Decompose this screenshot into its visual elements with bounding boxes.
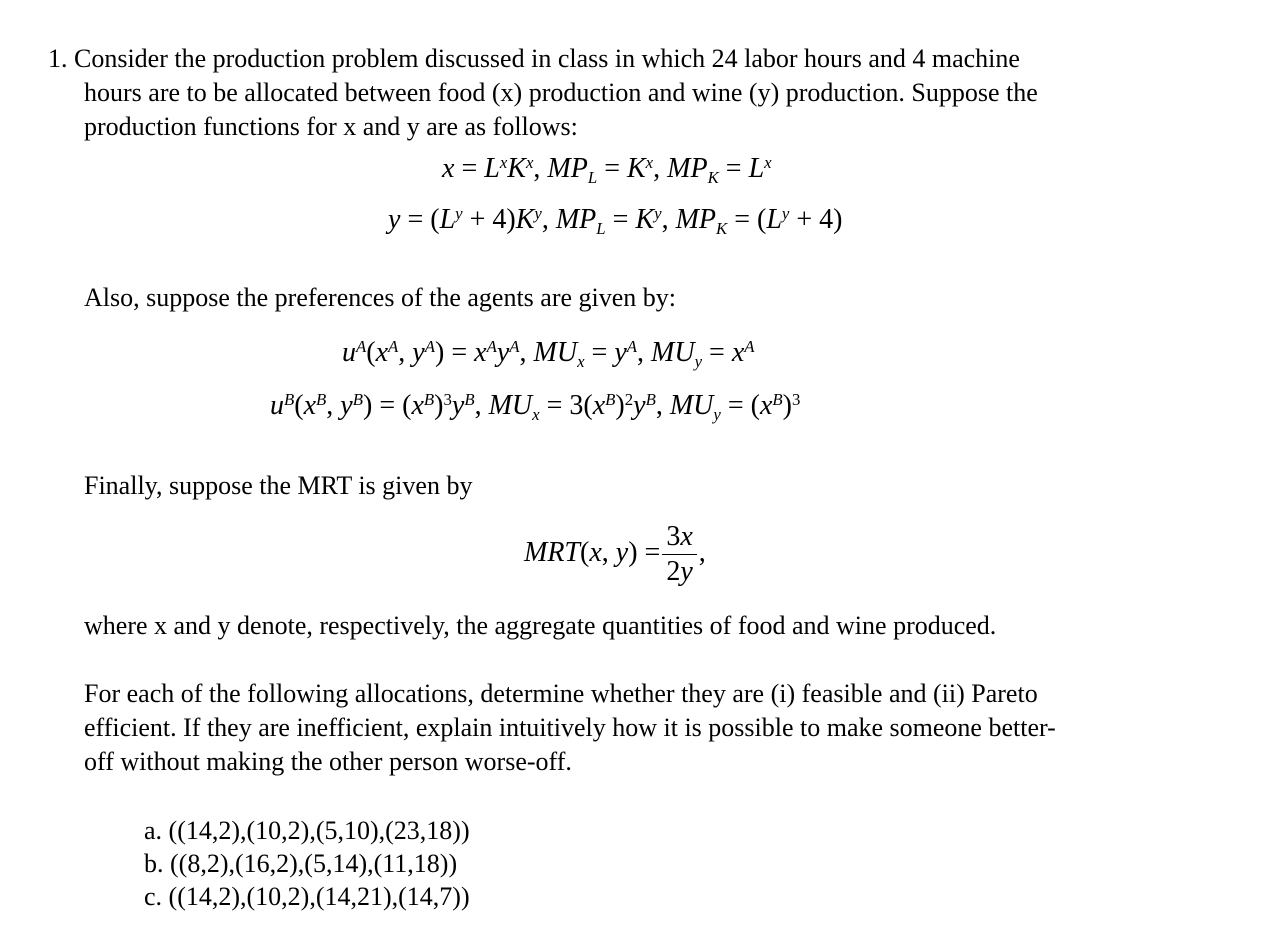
option-c: c. ((14,2),(10,2),(14,21),(14,7)) — [144, 882, 470, 911]
task-line-2: efficient. If they are inefficient, explain intuitively how it is possible to make someone better- — [84, 713, 1056, 742]
mrt-fraction: $\frac{3x}{2y}$ — [662, 522, 696, 587]
option-b: b. ((8,2),(16,2),(5,14),(11,18)) — [144, 849, 458, 878]
option-a: a. ((14,2),(10,2),(5,10),(23,18)) — [144, 816, 470, 845]
where-line: where x and y denote, respectively, the aggregate quantities of food and wine produced. — [84, 611, 997, 640]
preferences-intro: Also, suppose the preferences of the agents are given by: — [84, 283, 677, 312]
equation-utility-b: $u^B(x^B$, $y^B) = (x^B)^3y^B$, $MU_x = 3(x^B)^2y^B$, $MU_y = (x^B)^3$ — [270, 389, 801, 424]
equation-utility-a: $u^A(x^A$, $y^A) = x^Ay^A$, $MU_x = y^A$, $MU_y = x^A$ — [342, 336, 755, 371]
intro-line-1: 1. Consider the production problem discussed in class in which 24 labor hours and 4 machine — [48, 44, 1020, 73]
intro-line-2: hours are to be allocated between food (x) production and wine (y) production. Suppose the — [84, 78, 1038, 107]
mrt-intro: Finally, suppose the MRT is given by — [84, 471, 473, 500]
equation-production-x: $x = L^xK^x$, $MP_L = K^x$, $MP_K = L^x$ — [442, 152, 772, 187]
equation-mrt: MRT(x, y) = $\frac{3x}{2y}$ , — [524, 521, 706, 587]
equation-production-y: $y = (L^y + 4)K^y$, $MP_L = K^y$, $MP_K = (L^y + 4)$ — [388, 203, 843, 238]
task-line-1: For each of the following allocations, determine whether they are (i) feasible and (ii) Pareto — [84, 679, 1038, 708]
intro-line-3: production functions for x and y are as follows: — [84, 112, 578, 141]
task-line-3: off without making the other person worse-off. — [84, 747, 572, 776]
